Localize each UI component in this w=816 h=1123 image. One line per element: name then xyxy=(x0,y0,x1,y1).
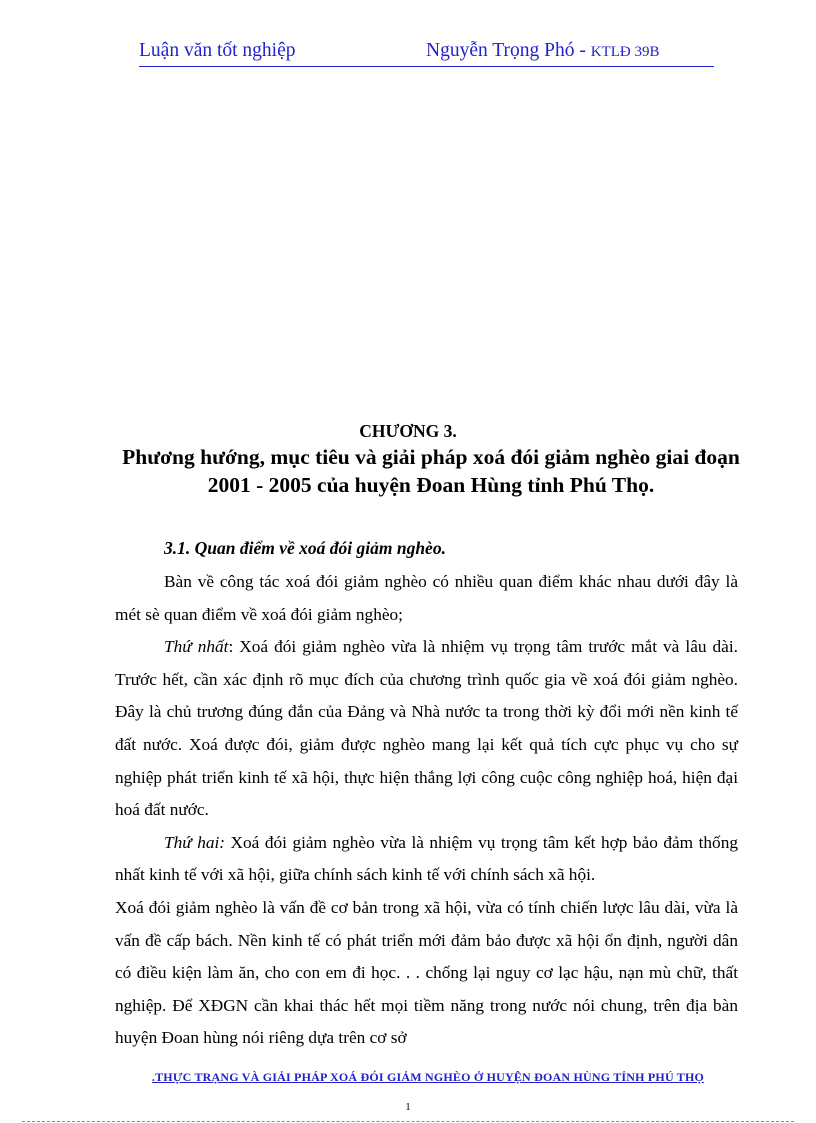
body-text xyxy=(115,566,738,1055)
header-thesis-label: Luận văn tốt nghiệp xyxy=(139,40,296,61)
section-heading: 3.1. Quan điểm về xoá đói giảm nghèo. xyxy=(164,538,446,558)
page-header xyxy=(139,40,714,67)
paragraph: Xoá đói giảm nghèo là vấn đề cơ bản trong xã hội, vừa có tính chiến lược lâu dài, vừa là vấn đề cấp bách. Nền kinh tế có phát triển mới đảm bảo được xã hội ổn định, người dân có điều kiện làm ăn, cho con em đi học. . . chống lại nguy cơ lạc hậu, nạn mù chữ, thất nghiệp. Để XĐGN cần khai thác hết mọi tiềm năng trong nước nói chung, trên địa bàn huyện Đoan hùng nói riêng dựa trên cơ sở xyxy=(115,897,738,1048)
paragraph-lead: Thứ hai: xyxy=(164,832,226,852)
paragraph: Bàn về công tác xoá đói giảm nghèo có nhiều quan điểm khác nhau dưới đây là mét sè quan điểm về xoá đói giảm nghèo; xyxy=(115,572,738,624)
header-author-name: Nguyễn Trọng Phó - xyxy=(426,40,591,61)
paragraph xyxy=(115,631,738,827)
chapter-number: CHƯƠNG 3. xyxy=(359,421,457,441)
page-bottom-divider xyxy=(22,1121,794,1122)
paragraph xyxy=(115,827,738,892)
header-author xyxy=(426,40,659,62)
page-number: 1 xyxy=(405,1101,411,1113)
page-footer: .THỰC TRẠNG VÀ GIẢI PHÁP XOÁ ĐÓI GIẢM NGHÈO Ở HUYỆN ĐOAN HÙNG TỈNH PHÚ THỌ xyxy=(151,1070,705,1084)
chapter-title: Phương hướng, mục tiêu và giải pháp xoá đói giảm nghèo giai đoạn 2001 - 2005 của huyện Đoan Hùng tỉnh Phú Thọ. xyxy=(122,445,740,497)
paragraph-text: : Xoá đói giảm nghèo vừa là nhiệm vụ trọng tâm trước mắt và lâu dài. Trước hết, cần xác định rõ mục đích của chương trình quốc gia về xoá đói giảm nghèo. Đây là chủ trương đúng đắn của Đảng và Nhà nước ta trong thời kỳ đổi mới nền kinh tế đất nước. Xoá được đói, giảm được nghèo mang lại kết quả tích cực phục vụ cho sự nghiệp phát triển kinh tế xã hội, thực hiện thắng lợi công cuộc công nghiệp hoá, hiện đại hoá đất nước. xyxy=(115,637,738,820)
paragraph-lead: Thứ nhất xyxy=(164,637,229,657)
paragraph-text: Xoá đói giảm nghèo vừa là nhiệm vụ trọng tâm kết hợp bảo đảm thống nhất kinh tế với xã hội, giữa chính sách kinh tế với chính sách xã hội. xyxy=(115,832,738,885)
header-class-code: KTLĐ 39B xyxy=(590,44,660,60)
